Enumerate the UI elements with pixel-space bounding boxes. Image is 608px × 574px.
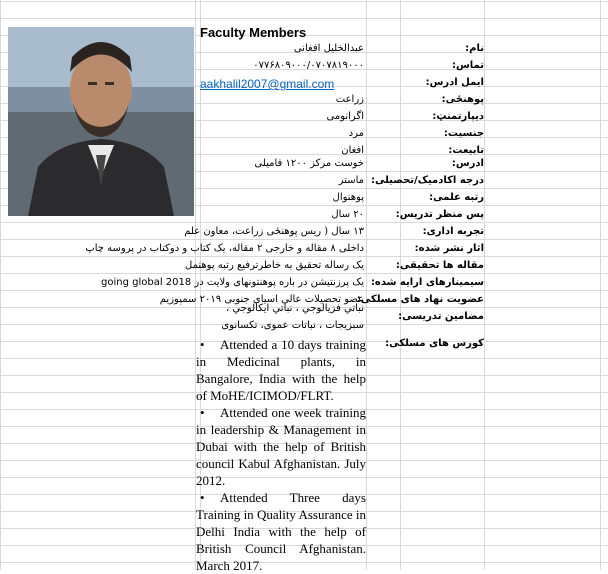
page-title: Faculty Members (200, 25, 307, 40)
value-degree[interactable]: ماستر (338, 175, 364, 186)
value-admin-experience[interactable]: ۱۳ سال ( ریس پوهنځی زراعت، معاون علم (184, 226, 364, 237)
courses-list[interactable] (196, 336, 366, 574)
value-nationality[interactable]: افغان (341, 145, 364, 156)
label-degree: درجه اکادمیک/تحصیلی: (370, 175, 484, 186)
label-nationality: تابیعت: (448, 145, 484, 156)
value-subjects-line2[interactable]: سبزيجات ، نباتات عموى، تكسانوى (221, 320, 364, 331)
label-memberships: عضویت نهاد های مسلکی: (356, 294, 484, 305)
value-name[interactable]: عبدالخلیل افغانی (293, 43, 364, 54)
value-faculty[interactable]: زراعت (335, 94, 364, 105)
value-email[interactable]: aakhalil2007@gmail.com (200, 77, 335, 91)
value-memberships[interactable]: عضو تحصیلات عالی اسیای جنوبی ۲۰۱۹ سمپوزیم (159, 294, 364, 305)
list-item (196, 336, 366, 404)
course-text: Attended Three days Training in Quality Assurance in Delhi India with the help of British Council Afghanistan. March 2017. (196, 490, 366, 573)
value-research-articles[interactable]: یک رساله تحقیق به خاطرترفیع رتبه پوهنمل (185, 260, 364, 271)
label-contact: تماس: (451, 60, 484, 71)
list-item (196, 489, 366, 574)
label-seminars: سیمینارهای ارایه شده: (370, 277, 484, 288)
bullet-icon: • (200, 490, 205, 505)
label-department: دیپارتمنټ: (432, 111, 484, 122)
bullet-icon: • (200, 337, 205, 352)
value-address[interactable]: خوست مرکز ۱۲۰۰ فامیلی (254, 158, 364, 169)
person-photo-icon (8, 27, 194, 216)
label-research-articles: مقاله ها تحقیقی: (395, 260, 484, 271)
label-admin-experience: تجربه اداری: (422, 226, 484, 237)
value-department[interactable]: اگرانومی (326, 111, 364, 122)
bullet-icon: • (200, 405, 205, 420)
value-gender[interactable]: مرد (348, 128, 364, 139)
label-courses: کورس های مسلکی: (385, 338, 484, 349)
value-publications[interactable]: داخلی ۸ مقاله و خارجی ۲ مقاله، یک کتاب و دوکتاب در پروسه چاپ (85, 243, 364, 254)
value-teaching-since[interactable]: ۲۰ سال (331, 209, 364, 220)
course-text: Attended a 10 days training in Medicinal plants, in Bangalore, India with the help of MoHE/ICIMOD/FLRT. (196, 337, 366, 403)
value-seminars[interactable]: یک پرزنتیشن در باره پوهنتونهای ولایت در going global 2018 (101, 277, 364, 288)
label-publications: اثار نشر شده: (414, 243, 484, 254)
label-gender: جنسیت: (443, 128, 484, 139)
person-photo[interactable] (8, 27, 194, 216)
label-faculty: پوهنځی: (441, 94, 484, 105)
label-email: ایمل ادرس: (425, 77, 484, 88)
course-text: Attended one week training in leadership & Management in Dubai with the help of British council Kabul Afghanistan. July 2012. (196, 405, 366, 488)
label-teaching-since: پس منظر تدریس: (395, 209, 484, 220)
label-name: نام: (465, 43, 484, 54)
list-item (196, 404, 366, 489)
label-subjects: مضامین تدریسی: (398, 311, 484, 322)
label-rank: رتبه علمی: (429, 192, 484, 203)
value-rank[interactable]: پوهنوال (332, 192, 364, 203)
column-divider (484, 0, 485, 570)
column-divider (600, 0, 601, 570)
label-address: ادرس: (451, 158, 484, 169)
value-contact[interactable]: ۰۷۷۶۸۰۹۰۰۰/۰۷۰۷۸۱۹۰۰۰ (253, 60, 364, 71)
value-subjects-line1[interactable]: نباتي فزيالوجي ، نباتي ايكالوجي ، (226, 303, 364, 314)
